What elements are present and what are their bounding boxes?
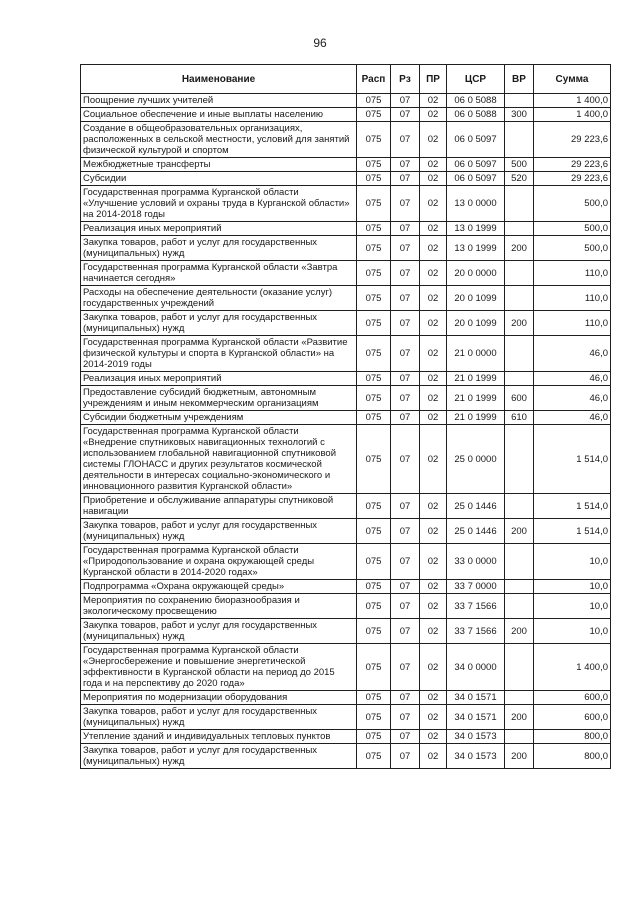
- cell-rz: 07: [391, 494, 420, 519]
- cell-csr: 06 0 5097: [447, 158, 505, 172]
- cell-pr: 02: [420, 691, 447, 705]
- cell-sum: 46,0: [534, 336, 611, 372]
- cell-pr: 02: [420, 261, 447, 286]
- cell-vr: 610: [505, 411, 534, 425]
- cell-sum: 1 514,0: [534, 519, 611, 544]
- cell-rasp: 075: [357, 744, 391, 769]
- cell-rasp: 075: [357, 261, 391, 286]
- cell-vr: 200: [505, 744, 534, 769]
- cell-name: Закупка товаров, работ и услуг для государственных (муниципальных) нужд: [81, 744, 357, 769]
- cell-sum: 110,0: [534, 286, 611, 311]
- table-row: [81, 411, 611, 425]
- cell-rz: 07: [391, 691, 420, 705]
- cell-vr: 200: [505, 705, 534, 730]
- table-header-row: [81, 65, 611, 94]
- cell-rasp: 075: [357, 619, 391, 644]
- cell-rz: 07: [391, 158, 420, 172]
- cell-rz: 07: [391, 108, 420, 122]
- table-row: [81, 744, 611, 769]
- table-row: [81, 94, 611, 108]
- cell-rz: 07: [391, 122, 420, 158]
- cell-pr: 02: [420, 222, 447, 236]
- cell-sum: 46,0: [534, 411, 611, 425]
- cell-name: Государственная программа Курганской области «Природопользование и охрана окружающей среды Курганской области в 2014-2020 годах»: [81, 544, 357, 580]
- cell-rasp: 075: [357, 644, 391, 691]
- cell-csr: 33 7 1566: [447, 594, 505, 619]
- cell-pr: 02: [420, 425, 447, 494]
- cell-name: Государственная программа Курганской области «Развитие физической культуры и спорта в Курганской области» на 2014-2019 годы: [81, 336, 357, 372]
- table-row: [81, 372, 611, 386]
- cell-sum: 10,0: [534, 580, 611, 594]
- cell-csr: 06 0 5097: [447, 122, 505, 158]
- cell-csr: 21 0 1999: [447, 386, 505, 411]
- cell-pr: 02: [420, 286, 447, 311]
- cell-name: Утепление зданий и индивидуальных тепловых пунктов: [81, 730, 357, 744]
- cell-pr: 02: [420, 744, 447, 769]
- cell-csr: 20 0 1099: [447, 286, 505, 311]
- cell-rasp: 075: [357, 730, 391, 744]
- cell-csr: 20 0 0000: [447, 261, 505, 286]
- cell-csr: 20 0 1099: [447, 311, 505, 336]
- cell-name: Закупка товаров, работ и услуг для государственных (муниципальных) нужд: [81, 519, 357, 544]
- cell-rz: 07: [391, 386, 420, 411]
- header-name: Наименование: [81, 65, 357, 94]
- header-sum: Сумма: [534, 65, 611, 94]
- header-vr: ВР: [505, 65, 534, 94]
- cell-csr: 33 7 1566: [447, 619, 505, 644]
- cell-rasp: 075: [357, 222, 391, 236]
- cell-rasp: 075: [357, 172, 391, 186]
- cell-vr: [505, 494, 534, 519]
- cell-rasp: 075: [357, 386, 391, 411]
- cell-name: Расходы на обеспечение деятельности (оказание услуг) государственных учреждений: [81, 286, 357, 311]
- cell-rasp: 075: [357, 336, 391, 372]
- cell-pr: 02: [420, 311, 447, 336]
- cell-csr: 34 0 1573: [447, 744, 505, 769]
- table-row: [81, 386, 611, 411]
- header-pr: ПР: [420, 65, 447, 94]
- cell-rasp: 075: [357, 411, 391, 425]
- table-row: [81, 519, 611, 544]
- cell-name: Мероприятия по модернизации оборудования: [81, 691, 357, 705]
- cell-rz: 07: [391, 172, 420, 186]
- cell-sum: 110,0: [534, 311, 611, 336]
- cell-name: Закупка товаров, работ и услуг для государственных (муниципальных) нужд: [81, 236, 357, 261]
- cell-csr: 06 0 5097: [447, 172, 505, 186]
- table-row: [81, 222, 611, 236]
- cell-vr: [505, 644, 534, 691]
- header-rasp: Расп: [357, 65, 391, 94]
- cell-rz: 07: [391, 425, 420, 494]
- cell-rasp: 075: [357, 186, 391, 222]
- page-number: 96: [313, 36, 327, 50]
- cell-rz: 07: [391, 580, 420, 594]
- cell-vr: 200: [505, 519, 534, 544]
- cell-vr: 200: [505, 311, 534, 336]
- cell-rz: 07: [391, 411, 420, 425]
- cell-vr: [505, 544, 534, 580]
- cell-vr: [505, 286, 534, 311]
- table-row: [81, 286, 611, 311]
- cell-vr: [505, 222, 534, 236]
- cell-name: Межбюджетные трансферты: [81, 158, 357, 172]
- cell-pr: 02: [420, 594, 447, 619]
- cell-name: Подпрограмма «Охрана окружающей среды»: [81, 580, 357, 594]
- table-row: [81, 644, 611, 691]
- table-row: [81, 261, 611, 286]
- cell-pr: 02: [420, 411, 447, 425]
- cell-csr: 21 0 0000: [447, 336, 505, 372]
- cell-sum: 110,0: [534, 261, 611, 286]
- table-row: [81, 730, 611, 744]
- cell-csr: 13 0 1999: [447, 236, 505, 261]
- cell-name: Приобретение и обслуживание аппаратуры спутниковой навигации: [81, 494, 357, 519]
- cell-csr: 34 0 0000: [447, 644, 505, 691]
- cell-rasp: 075: [357, 691, 391, 705]
- cell-rasp: 075: [357, 236, 391, 261]
- cell-pr: 02: [420, 705, 447, 730]
- cell-rz: 07: [391, 261, 420, 286]
- table-row: [81, 594, 611, 619]
- table-row: [81, 425, 611, 494]
- cell-csr: 06 0 5088: [447, 108, 505, 122]
- cell-pr: 02: [420, 580, 447, 594]
- cell-sum: 1 400,0: [534, 108, 611, 122]
- cell-rasp: 075: [357, 286, 391, 311]
- cell-rz: 07: [391, 336, 420, 372]
- table-row: [81, 122, 611, 158]
- cell-vr: [505, 425, 534, 494]
- cell-pr: 02: [420, 372, 447, 386]
- cell-rasp: 075: [357, 158, 391, 172]
- cell-rz: 07: [391, 519, 420, 544]
- cell-vr: [505, 691, 534, 705]
- cell-rasp: 075: [357, 519, 391, 544]
- cell-vr: [505, 186, 534, 222]
- cell-rz: 07: [391, 94, 420, 108]
- cell-sum: 10,0: [534, 619, 611, 644]
- cell-pr: 02: [420, 544, 447, 580]
- cell-vr: [505, 594, 534, 619]
- cell-name: Закупка товаров, работ и услуг для государственных (муниципальных) нужд: [81, 311, 357, 336]
- cell-csr: 13 0 1999: [447, 222, 505, 236]
- table-row: [81, 158, 611, 172]
- cell-sum: 500,0: [534, 222, 611, 236]
- cell-pr: 02: [420, 94, 447, 108]
- cell-sum: 500,0: [534, 186, 611, 222]
- cell-name: Закупка товаров, работ и услуг для государственных (муниципальных) нужд: [81, 705, 357, 730]
- cell-vr: 500: [505, 158, 534, 172]
- cell-name: Реализация иных мероприятий: [81, 222, 357, 236]
- cell-rasp: 075: [357, 108, 391, 122]
- cell-pr: 02: [420, 236, 447, 261]
- cell-rasp: 075: [357, 94, 391, 108]
- cell-csr: 21 0 1999: [447, 411, 505, 425]
- table-row: [81, 236, 611, 261]
- cell-csr: 34 0 1571: [447, 691, 505, 705]
- cell-sum: 800,0: [534, 744, 611, 769]
- cell-rz: 07: [391, 705, 420, 730]
- header-rz: Рз: [391, 65, 420, 94]
- table-row: [81, 172, 611, 186]
- cell-vr: [505, 730, 534, 744]
- cell-pr: 02: [420, 336, 447, 372]
- cell-rasp: 075: [357, 311, 391, 336]
- cell-rz: 07: [391, 311, 420, 336]
- cell-name: Государственная программа Курганской области «Завтра начинается сегодня»: [81, 261, 357, 286]
- cell-name: Субсидии бюджетным учреждениям: [81, 411, 357, 425]
- table-row: [81, 311, 611, 336]
- cell-csr: 34 0 1573: [447, 730, 505, 744]
- cell-pr: 02: [420, 122, 447, 158]
- cell-pr: 02: [420, 186, 447, 222]
- table-body: [81, 94, 611, 769]
- table-row: [81, 580, 611, 594]
- cell-sum: 600,0: [534, 691, 611, 705]
- cell-name: Создание в общеобразовательных организациях, расположенных в сельской местности, условий для занятий физической культурой и спортом: [81, 122, 357, 158]
- header-csr: ЦСР: [447, 65, 505, 94]
- table-row: [81, 619, 611, 644]
- cell-rasp: 075: [357, 425, 391, 494]
- table-row: [81, 494, 611, 519]
- cell-name: Государственная программа Курганской области «Улучшение условий и охраны труда в Курганской области» на 2014-2018 годы: [81, 186, 357, 222]
- cell-sum: 1 514,0: [534, 494, 611, 519]
- cell-rasp: 075: [357, 372, 391, 386]
- cell-pr: 02: [420, 519, 447, 544]
- cell-sum: 1 400,0: [534, 94, 611, 108]
- cell-csr: 25 0 1446: [447, 519, 505, 544]
- cell-pr: 02: [420, 730, 447, 744]
- cell-rasp: 075: [357, 580, 391, 594]
- cell-name: Государственная программа Курганской области «Внедрение спутниковых навигационных технологий с использованием глобальной навигационной спутниковой системы ГЛОНАСС и других результатов космической деятельности в интересах социально-экономического и инновационного развития Курганской области»: [81, 425, 357, 494]
- table-row: [81, 336, 611, 372]
- cell-pr: 02: [420, 172, 447, 186]
- cell-vr: 600: [505, 386, 534, 411]
- cell-pr: 02: [420, 494, 447, 519]
- cell-rz: 07: [391, 544, 420, 580]
- cell-rasp: 075: [357, 544, 391, 580]
- cell-sum: 29 223,6: [534, 122, 611, 158]
- cell-rz: 07: [391, 236, 420, 261]
- cell-pr: 02: [420, 108, 447, 122]
- cell-rasp: 075: [357, 494, 391, 519]
- cell-rz: 07: [391, 286, 420, 311]
- cell-csr: 21 0 1999: [447, 372, 505, 386]
- cell-rz: 07: [391, 222, 420, 236]
- cell-rz: 07: [391, 372, 420, 386]
- cell-name: Предоставление субсидий бюджетным, автономным учреждениям и иным некоммерческим организациям: [81, 386, 357, 411]
- cell-csr: 33 7 0000: [447, 580, 505, 594]
- cell-name: Закупка товаров, работ и услуг для государственных (муниципальных) нужд: [81, 619, 357, 644]
- cell-rasp: 075: [357, 705, 391, 730]
- cell-vr: [505, 94, 534, 108]
- cell-pr: 02: [420, 386, 447, 411]
- cell-rz: 07: [391, 744, 420, 769]
- cell-sum: 46,0: [534, 386, 611, 411]
- cell-csr: 06 0 5088: [447, 94, 505, 108]
- cell-vr: 520: [505, 172, 534, 186]
- cell-vr: [505, 580, 534, 594]
- cell-pr: 02: [420, 644, 447, 691]
- cell-rz: 07: [391, 730, 420, 744]
- cell-csr: 25 0 1446: [447, 494, 505, 519]
- cell-rasp: 075: [357, 594, 391, 619]
- cell-sum: 29 223,6: [534, 172, 611, 186]
- budget-table: [80, 64, 611, 769]
- cell-csr: 13 0 0000: [447, 186, 505, 222]
- table-row: [81, 691, 611, 705]
- table-row: [81, 544, 611, 580]
- cell-sum: 46,0: [534, 372, 611, 386]
- cell-pr: 02: [420, 619, 447, 644]
- cell-sum: 29 223,6: [534, 158, 611, 172]
- cell-vr: 300: [505, 108, 534, 122]
- cell-vr: [505, 336, 534, 372]
- cell-rasp: 075: [357, 122, 391, 158]
- cell-sum: 10,0: [534, 544, 611, 580]
- cell-vr: [505, 261, 534, 286]
- cell-name: Реализация иных мероприятий: [81, 372, 357, 386]
- cell-name: Социальное обеспечение и иные выплаты населению: [81, 108, 357, 122]
- cell-sum: 500,0: [534, 236, 611, 261]
- cell-pr: 02: [420, 158, 447, 172]
- cell-sum: 600,0: [534, 705, 611, 730]
- cell-sum: 1 400,0: [534, 644, 611, 691]
- table-row: [81, 705, 611, 730]
- cell-rz: 07: [391, 644, 420, 691]
- table-row: [81, 108, 611, 122]
- cell-rz: 07: [391, 186, 420, 222]
- cell-sum: 10,0: [534, 594, 611, 619]
- cell-name: Субсидии: [81, 172, 357, 186]
- cell-name: Государственная программа Курганской области «Энергосбережение и повышение энергетической эффективности в Курганской области на период до 2015 года и на перспективу до 2020 года»: [81, 644, 357, 691]
- cell-vr: [505, 122, 534, 158]
- cell-csr: 33 0 0000: [447, 544, 505, 580]
- cell-sum: 800,0: [534, 730, 611, 744]
- cell-name: Поощрение лучших учителей: [81, 94, 357, 108]
- cell-csr: 34 0 1571: [447, 705, 505, 730]
- cell-sum: 1 514,0: [534, 425, 611, 494]
- cell-name: Мероприятия по сохранению биоразнообразия и экологическому просвещению: [81, 594, 357, 619]
- cell-vr: 200: [505, 236, 534, 261]
- table-row: [81, 186, 611, 222]
- cell-rz: 07: [391, 594, 420, 619]
- cell-vr: 200: [505, 619, 534, 644]
- cell-csr: 25 0 0000: [447, 425, 505, 494]
- cell-rz: 07: [391, 619, 420, 644]
- cell-vr: [505, 372, 534, 386]
